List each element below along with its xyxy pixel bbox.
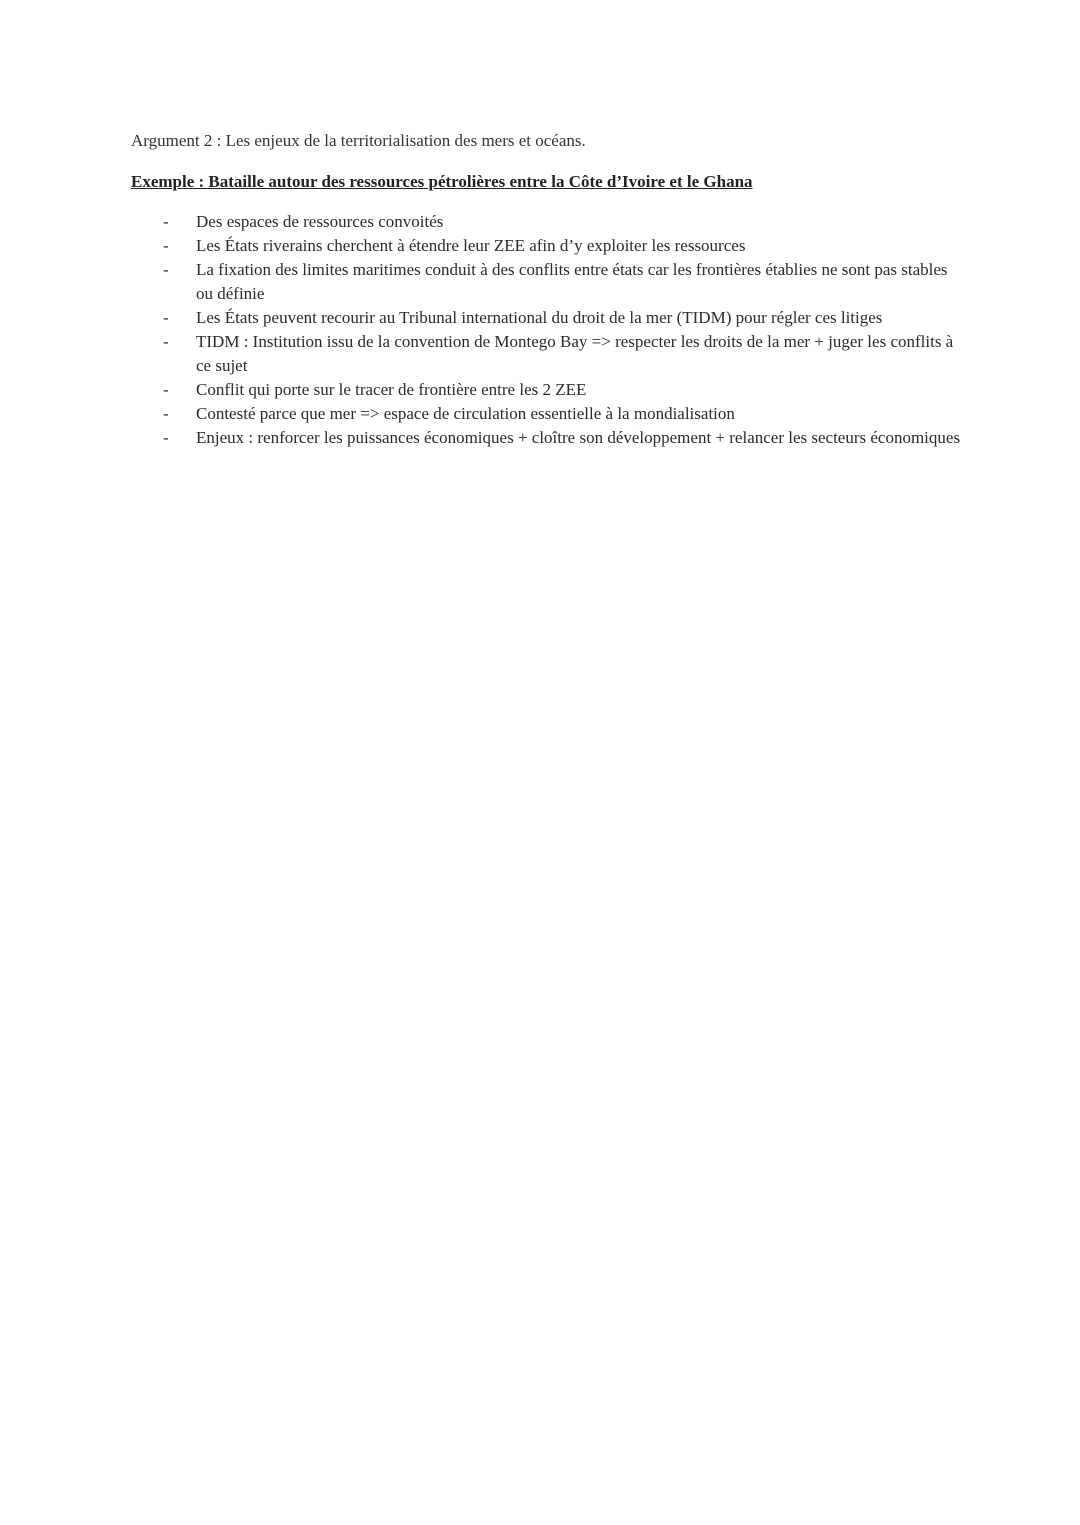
argument-heading: Argument 2 : Les enjeux de la territorialisation des mers et océans. xyxy=(131,131,586,150)
bullet-marker: - xyxy=(163,212,169,231)
list-item xyxy=(131,234,961,258)
list-item-text: Enjeux : renforcer les puissances économiques + cloître son développement + relancer les secteurs économiques xyxy=(196,428,961,447)
list-item-text: TIDM : Institution issu de la convention de Montego Bay => respecter les droits de la mer + juger les conflits à ce sujet xyxy=(196,332,954,375)
list-item-text: Les États peuvent recourir au Tribunal international du droit de la mer (TIDM) pour régler ces litiges xyxy=(196,308,883,327)
example-title: Exemple : Bataille autour des ressources pétrolières entre la Côte d’Ivoire et le Ghana xyxy=(131,172,753,191)
bullet-marker: - xyxy=(163,380,169,399)
list-item xyxy=(131,258,961,306)
list-item-text: Contesté parce que mer => espace de circulation essentielle à la mondialisation xyxy=(196,404,735,423)
list-item-text: Des espaces de ressources convoités xyxy=(196,212,444,231)
bullet-marker: - xyxy=(163,428,169,447)
list-item xyxy=(131,426,961,450)
bullet-marker: - xyxy=(163,236,169,255)
bullet-marker: - xyxy=(163,332,169,351)
list-item xyxy=(131,378,961,402)
list-item xyxy=(131,402,961,426)
list-item xyxy=(131,210,961,234)
bullet-marker: - xyxy=(163,260,169,279)
bullet-marker: - xyxy=(163,404,169,423)
list-item xyxy=(131,306,961,330)
bullet-marker: - xyxy=(163,308,169,327)
list-item-text: Les États riverains cherchent à étendre leur ZEE afin d’y exploiter les ressources xyxy=(196,236,746,255)
bullet-list xyxy=(131,210,961,450)
list-item-text: Conflit qui porte sur le tracer de frontière entre les 2 ZEE xyxy=(196,380,587,399)
list-item-text: La fixation des limites maritimes conduit à des conflits entre états car les frontières établies ne sont pas stables ou définie xyxy=(196,260,948,303)
list-item xyxy=(131,330,961,378)
